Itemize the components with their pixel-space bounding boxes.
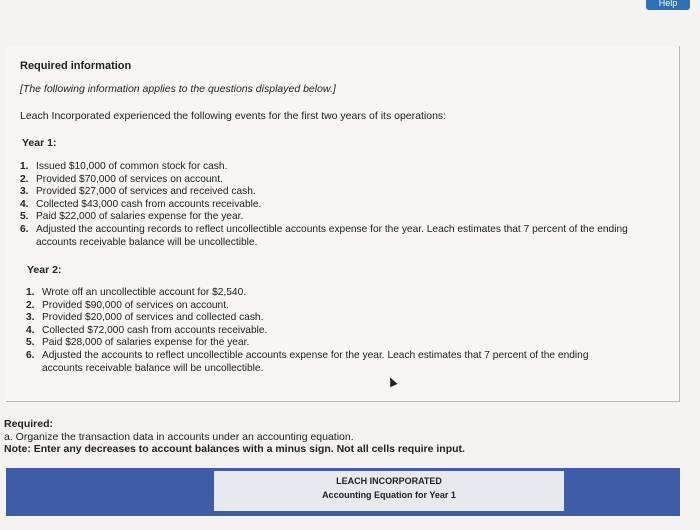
list-item: 3. Provided $27,000 of services and received cash.	[20, 186, 256, 198]
year1-events	[20, 161, 630, 249]
list-item: 2. Provided $70,000 of services on account.	[20, 173, 223, 185]
list-item: 6. Adjusted the accounting records to reflect uncollectible accounts expense for the year. Leach estimates that 7 percent of the ending accounts receivable balance will be uncollectible.	[20, 223, 628, 248]
required-note: Note: Enter any decreases to account balances with a minus sign. Not all cells require input.	[4, 443, 465, 455]
table-column-row	[6, 516, 680, 530]
list-item: 5. Paid $28,000 of salaries expense for the year.	[26, 337, 250, 349]
applies-note: [The following information applies to the questions displayed below.]	[20, 83, 336, 95]
section-title: Required information	[20, 60, 132, 72]
list-item: 4. Collected $72,000 cash from accounts receivable.	[26, 324, 268, 336]
year2-label: Year 2:	[27, 264, 62, 276]
required-header: Required:	[4, 418, 54, 430]
list-item: 1. Wrote off an uncollectible account for $2,540.	[26, 287, 247, 298]
table-title-box	[214, 471, 564, 511]
table-title: Accounting Equation for Year 1	[322, 490, 456, 500]
year1-label: Year 1:	[22, 137, 57, 149]
list-item: 3. Provided $20,000 of services and collected cash.	[26, 312, 264, 324]
list-item: 1. Issued $10,000 of common stock for cash.	[20, 161, 228, 172]
year2-events	[26, 287, 616, 375]
help-button[interactable]: Help	[646, 0, 690, 10]
table-company: LEACH INCORPORATED	[336, 476, 442, 486]
required-part-a: a. Organize the transaction data in accounts under an accounting equation.	[4, 430, 354, 443]
list-item: 5. Paid $22,000 of salaries expense for the year.	[20, 211, 244, 223]
accounting-equation-table-header	[6, 468, 680, 530]
list-item: 2. Provided $90,000 of services on account.	[26, 299, 229, 311]
list-item: 4. Collected $43,000 cash from accounts receivable.	[20, 198, 262, 210]
required-section	[4, 418, 465, 456]
list-item: 6. Adjusted the accounts to reflect uncollectible accounts expense for the year. Leach estimates that 7 percent of the ending accounts receivable balance will be uncollectible.	[26, 349, 589, 374]
intro-text: Leach Incorporated experienced the following events for the first two years of its operations:	[20, 110, 447, 122]
